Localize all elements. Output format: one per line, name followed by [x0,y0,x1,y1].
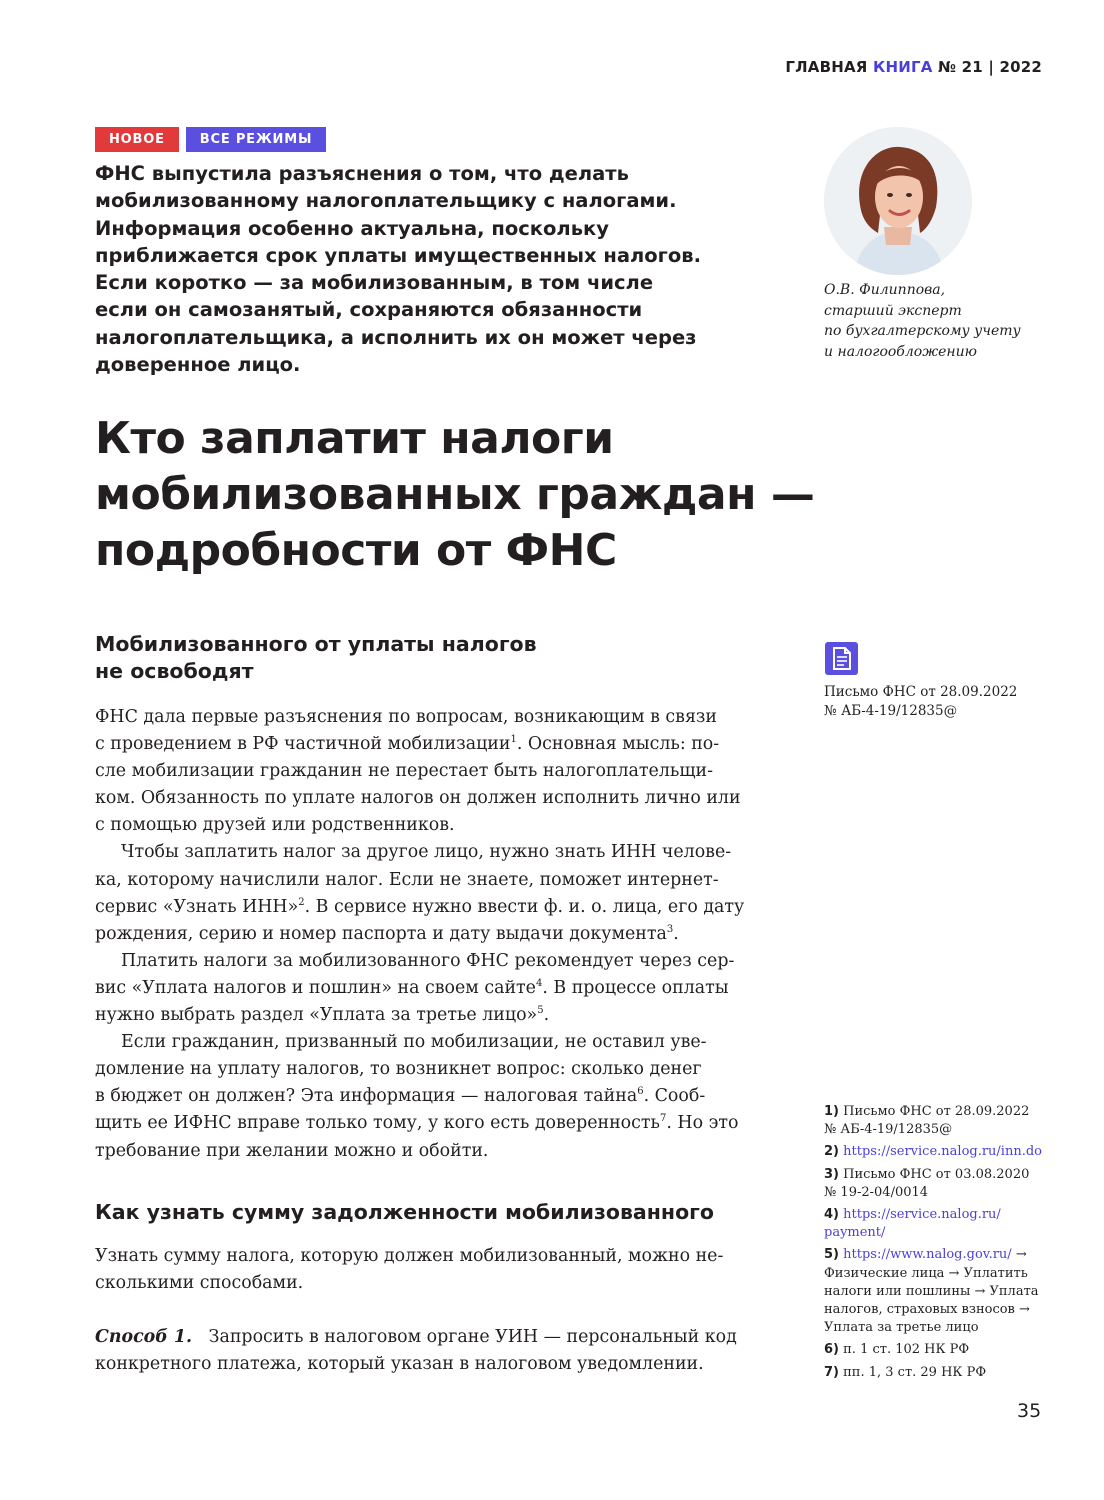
footnote-text: налогов, страховых взносов → [824,1302,1030,1318]
footnote-line [824,1206,1042,1224]
footnote-item [824,1246,1042,1337]
footnote-text: Письмо ФНС от 28.09.2022 [843,1104,1030,1119]
side-ref-line: № АБ-4-19/12835@ [824,703,958,719]
footnote-item [824,1166,1042,1202]
footnote-link[interactable]: https://service.nalog.ru/inn.do [843,1144,1042,1160]
body-text: ка, которому начислили налог. Если не знаете, поможет интернет- [95,869,719,890]
body-line [95,731,775,758]
footnote-link[interactable]: https://www.nalog.gov.ru/ [843,1247,1012,1263]
magazine-header [785,58,1042,76]
body-line [95,1002,775,1029]
footnote-link[interactable]: https://service.nalog.ru/ [843,1207,1001,1223]
author-name: О.В. Филиппова, [824,282,946,298]
footnote-line [824,1246,1042,1264]
footnote-text: № 19-2-04/0014 [824,1184,929,1200]
body-line [95,867,775,894]
footnote-number: 2) [824,1144,839,1160]
body-text: Если гражданин, призванный по мобилизации, не оставил уве- [121,1032,707,1053]
footnote-number: 3) [824,1166,839,1182]
body-line [95,1138,775,1165]
lead-line: Если коротко — за мобилизованным, в том числе [95,271,654,295]
method-line [95,1324,775,1351]
footnote-marker[interactable]: 7 [659,1113,667,1125]
tag-all-regimes: ВСЕ РЕЖИМЫ [186,127,326,152]
body-text: ком. Обязанность по уплате налогов он должен исполнить лично или [95,788,741,809]
footnote-number: 4) [824,1207,839,1223]
article-body-2 [95,1243,775,1297]
side-ref-line: Письмо ФНС от 28.09.2022 [824,684,1018,700]
body-line [95,812,775,839]
brand-name: ГЛАВНАЯ [785,58,868,76]
lead-line: доверенное лицо. [95,353,301,377]
section-heading-1 [95,631,537,685]
footnote-number: 5) [824,1247,839,1263]
footnote-text: Физические лица → Уплатить [824,1265,1028,1281]
author-caption [824,280,1021,362]
author-photo [824,127,972,275]
body-text: . Но это [666,1113,739,1134]
lead-line: мобилизованному налогоплательщику с налогами. [95,189,677,213]
footnote-number: 6) [824,1342,839,1358]
footnote-line [824,1341,1042,1359]
footnote-item [824,1206,1042,1242]
footnote-marker[interactable]: 3 [666,923,674,935]
body-text: . Сооб- [643,1086,706,1107]
body-line [95,704,775,731]
document-icon-glyph [825,642,858,675]
method-text: Запросить в налоговом органе УИН — персональный код [208,1327,737,1347]
article-title [95,411,814,579]
footnote-line [824,1103,1042,1121]
brand-name-accent: КНИГА [873,58,933,76]
footnote-item [824,1143,1042,1161]
footnote-marker[interactable]: 1 [510,734,517,746]
footnote-text: налоги или пошлины → Уплата [824,1283,1039,1299]
body-text: . [673,923,679,944]
lead-line: налогоплательщика, а исполнить их он может через [95,325,697,349]
footnote-line [824,1166,1042,1184]
body-text: сервис «Узнать ИНН» [95,896,299,917]
body-line [95,894,775,921]
footnote-marker[interactable]: 6 [637,1086,644,1098]
body-line [95,975,775,1002]
body-line [95,1056,775,1083]
body-text: Чтобы заплатить налог за другое лицо, нужно знать ИНН челове- [121,842,732,863]
body-line [95,1270,775,1297]
footnote-text: п. 1 ст. 102 НК РФ [843,1342,970,1358]
footnote-link[interactable]: payment/ [824,1225,886,1241]
lead-line: приближается срок уплаты имущественных налогов. [95,243,702,267]
body-text: рождения, серию и номер паспорта и дату выдачи документа [95,923,667,944]
body-text: щить ее ИФНС вправе только тому, у кого есть доверенность [95,1113,660,1134]
section-heading-2 [95,1199,714,1226]
body-line [95,948,775,975]
footnote-text: № АБ-4-19/12835@ [824,1122,953,1138]
body-text: с помощью друзей или родственников. [95,815,455,836]
body-text: Платить налоги за мобилизованного ФНС рекомендует через сер- [121,950,735,971]
title-line: мобилизованных граждан — [95,469,815,520]
body-text: ФНС дала первые разъяснения по вопросам, возникающим в связи [95,707,717,727]
body-line [95,1029,775,1056]
body-text: . В сервисе нужно ввести ф. и. о. лица, его дату [304,896,745,917]
body-text: домление на уплату налогов, то возникнет вопрос: сколько денег [95,1059,702,1080]
footnote-text: пп. 1, 3 ст. 29 НК РФ [843,1364,987,1380]
footnote-number: 1) [824,1104,839,1119]
lead-line: ФНС выпустила разъяснения о том, что делать [95,162,629,185]
footnote-line [824,1143,1042,1161]
tag-list [95,127,326,152]
body-text: . [543,1005,550,1026]
arrow-icon: → [1011,1247,1027,1263]
body-text: требование при желании можно и обойти. [95,1140,489,1161]
footnote-marker[interactable]: 4 [535,978,543,990]
lead-paragraph [95,160,735,378]
issue-number: № 21 | 2022 [937,58,1042,76]
body-line [95,839,775,866]
body-line [95,921,775,948]
body-line [95,1243,775,1270]
author-portrait [824,127,972,275]
footnotes [824,1103,1042,1386]
footnote-text: Уплата за третье лицо [824,1320,979,1336]
footnote-item [824,1341,1042,1359]
heading-line: не освободят [95,659,254,683]
method-line: конкретного платежа, который указан в налоговом уведомлении. [95,1354,704,1375]
method-label: Способ 1. [95,1327,193,1347]
author-role: по бухгалтерскому учету [824,323,1021,339]
body-text: вис «Уплата налогов и пошлин» на своем сайте [95,977,536,998]
body-text: . Основная мысль: по- [516,734,720,755]
body-text: сколькими способами. [95,1273,304,1294]
body-text: нужно выбрать раздел «Уплата за третье лицо» [95,1005,538,1026]
body-line [95,758,775,785]
lead-line: если он самозанятый, сохраняются обязанности [95,298,643,322]
body-line [95,1110,775,1137]
title-line: Кто заплатит налоги [95,413,614,464]
heading-line: Мобилизованного от уплаты налогов [95,632,537,656]
author-role: и налогообложению [824,343,977,360]
footnote-text: Письмо ФНС от 03.08.2020 [843,1166,1030,1182]
author-role: старший эксперт [824,302,962,319]
lead-line: Информация особенно актуальна, поскольку [95,216,609,240]
tag-new: НОВОЕ [95,127,179,152]
body-text: Узнать сумму налога, которую должен мобилизованный, можно не- [95,1246,724,1266]
footnote-number: 7) [824,1364,839,1380]
page-number: 35 [1017,1400,1042,1422]
body-text: сле мобилизации гражданин не перестает быть налогоплательщи- [95,761,713,782]
footnote-line [824,1364,1042,1382]
body-text: . В процессе оплаты [542,977,729,998]
title-line: подробности от ФНС [95,525,617,576]
footnote-item [824,1103,1042,1139]
footnote-marker[interactable]: 5 [537,1005,544,1017]
body-text: в бюджет он должен? Эта информация — налоговая тайна [95,1086,638,1107]
body-text: с проведением в РФ частичной мобилизации [95,734,511,755]
footnote-item [824,1364,1042,1382]
article-body-1 [95,704,775,1165]
method-1-paragraph [95,1324,775,1378]
document-icon [825,642,858,675]
side-reference [824,683,1017,721]
body-line [95,785,775,812]
heading-line: Как узнать сумму задолженности мобилизованного [95,1200,714,1224]
body-line [95,1083,775,1110]
footnote-marker[interactable]: 2 [298,896,305,908]
